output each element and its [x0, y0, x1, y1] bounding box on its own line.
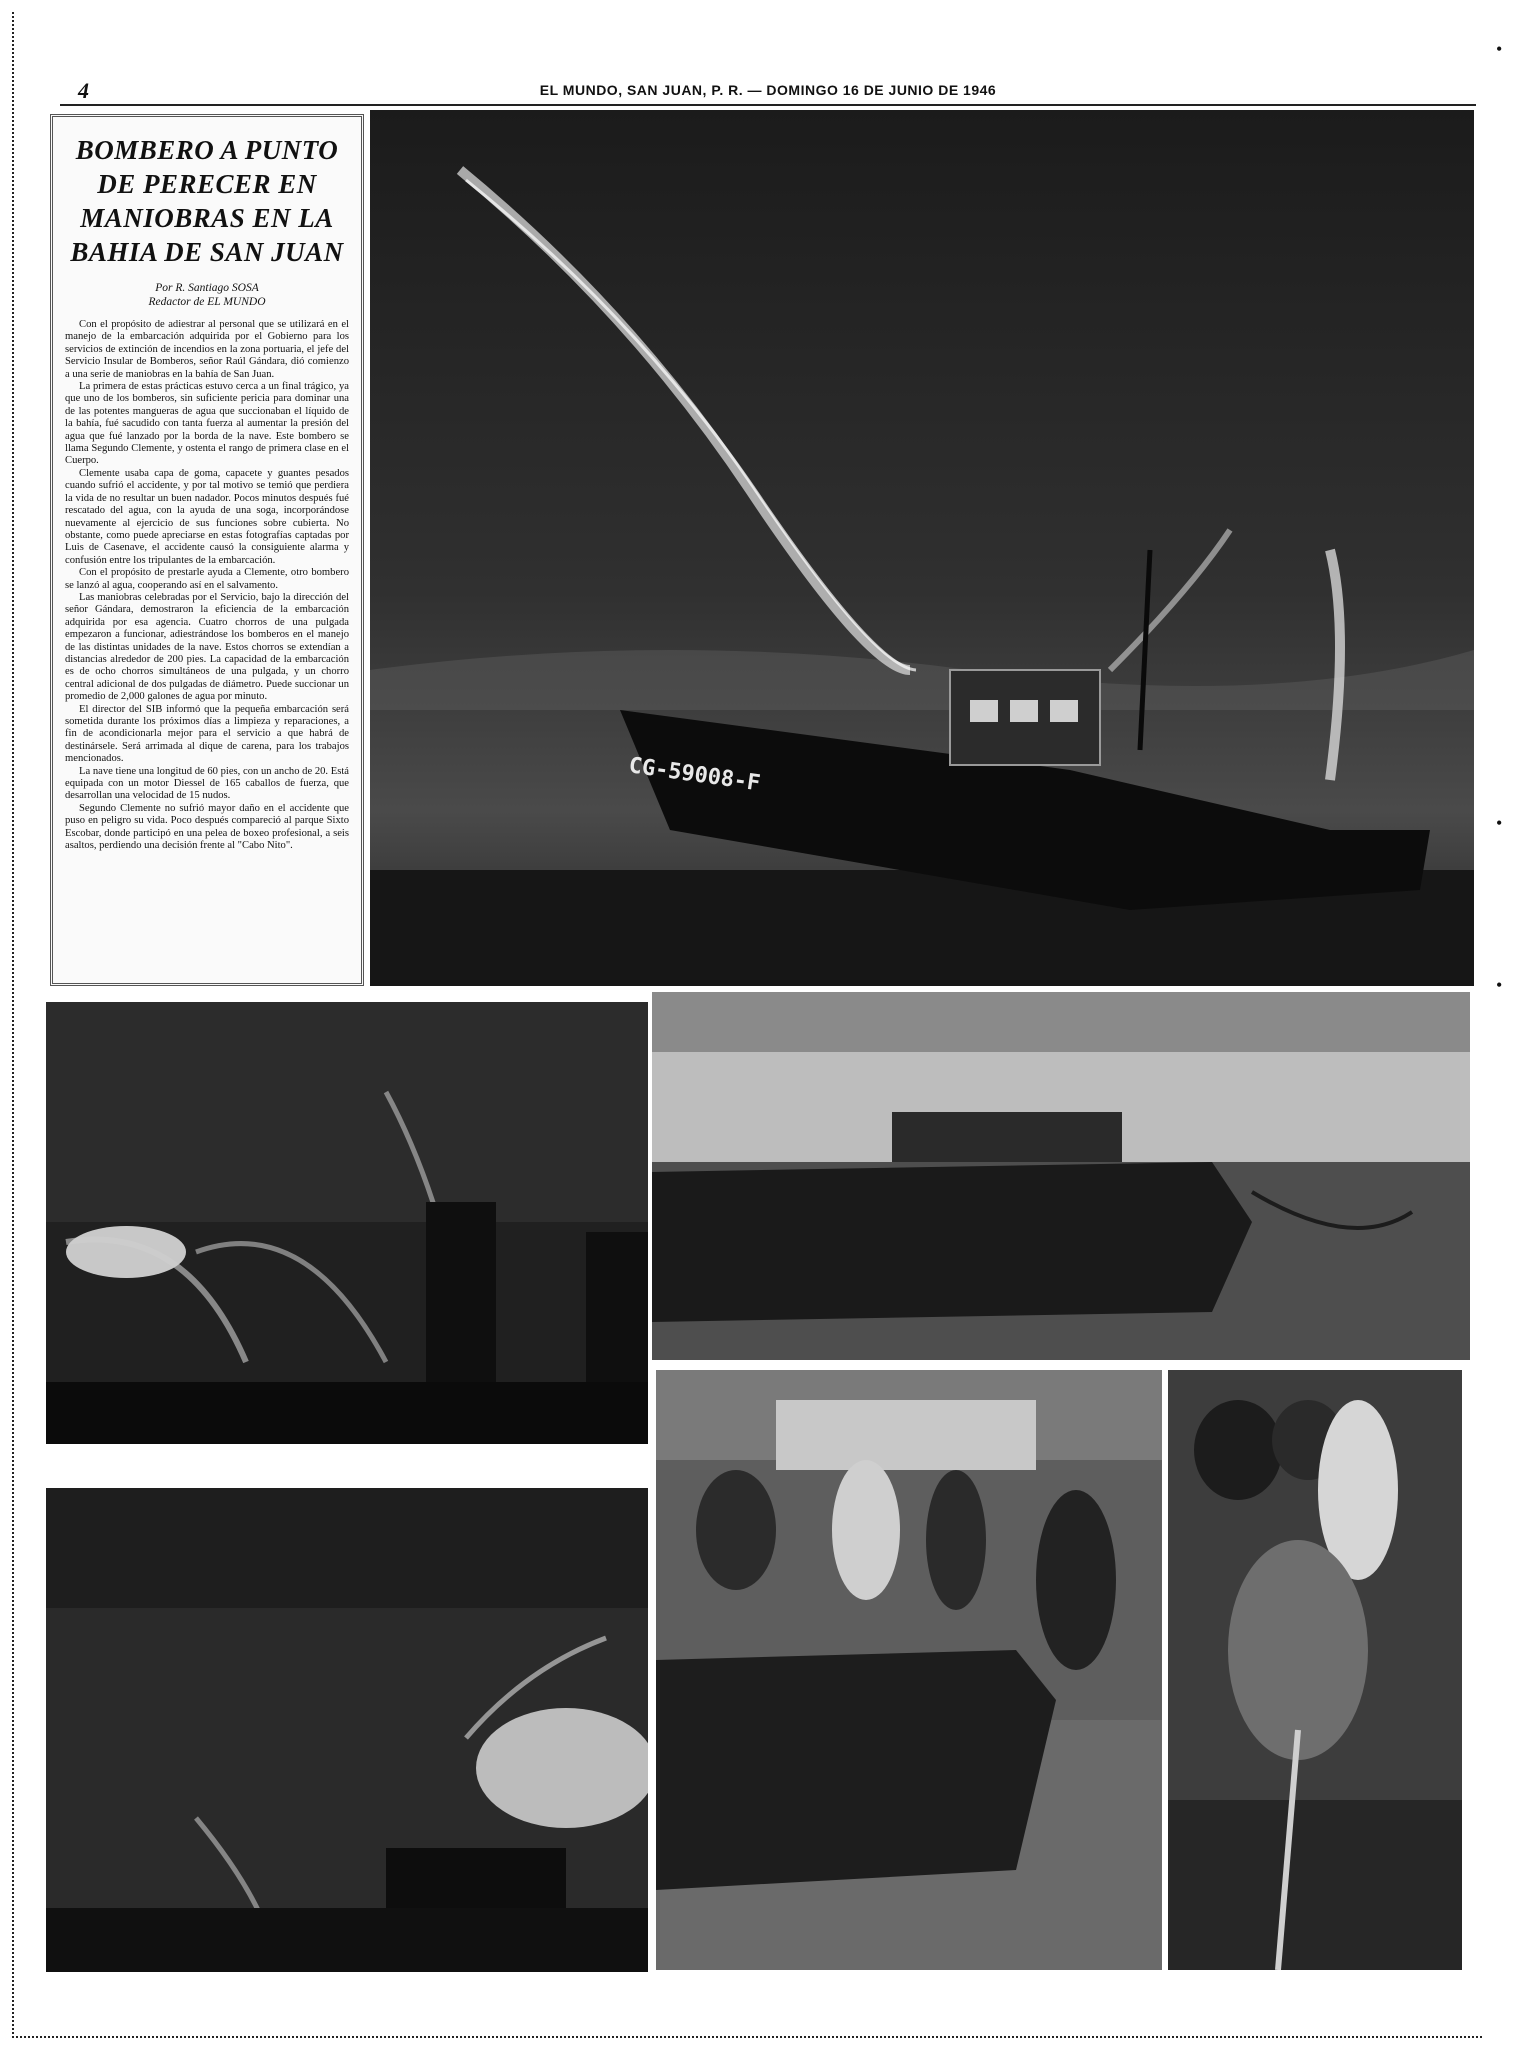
article-paragraph: Segundo Clemente no sufrió mayor daño en el accidente que puso en peligro su vida. Poco después compareció al parque Sixto Escobar, donde participó en una pelea de boxeo profesional, a seis asaltos, perdiendo una decisión frente al "Cabo Nito". — [65, 802, 349, 852]
article-paragraph: La primera de estas prácticas estuvo cerca a un final trágico, ya que uno de los bomberos, sin suficiente pericia para dominar una de las potentes mangueras de agua que succionaban el líquido de la bahía, fué sacudido con tanta fuerza al aumentar la presión del agua que fué lanzado por la borda de la nave. Este bombero se llama Segundo Clemente, y ostenta el rango de primera clase en el Cuerpo. — [65, 381, 349, 467]
article-paragraph: Con el propósito de adiestrar al personal que se utilizará en el manejo de la embarcación adquirida por el Gobierno para los servicios de extinción de incendios en la zona portuaria, el jefe del Servicio Insular de Bomberos, señor Raúl Gándara, dió comienzo a una serie de maniobras en la bahía de San Juan. — [65, 319, 349, 380]
closeup-illustration — [1168, 1370, 1462, 1970]
photo-fireboat-main — [370, 110, 1474, 986]
article-paragraph: Clemente usaba capa de goma, capacete y guantes pesados cuando sufrió el accidente, y por tal motivo se temió que perdiera la vida de no resultar un buen nadador. Pocos minutos después fué rescatado del agua, con la ayuda de una soga, incorporándose nuevamente al ejercicio de sus funciones sobre cubierta. No obstante, como puede apreciarse en estas fotografías captadas por Luis de Casenave, el accidente causó la consiguiente alarma y confusión entre los tripulantes de la embarcación. — [65, 467, 349, 566]
fireboat-illustration — [370, 110, 1474, 986]
header-rule — [60, 104, 1476, 106]
article-paragraph: Con el propósito de prestarle ayuda a Clemente, otro bombero se lanzó al agua, cooperando así en el salvamento. — [65, 567, 349, 591]
photo-rescue — [656, 1370, 1162, 1970]
article-paragraph: Las maniobras celebradas por el Servicio, bajo la dirección del señor Gándara, demostraron la eficiencia de la embarcación adquirida por esa agencia. Cuatro chorros de una pulgada empezaron a funcionar, adiestrándose los bomberos en el manejo de las distintas unidades de la nave. Estos chorros se extendían a distancias alrededor de 200 pies. La capacidad de la embarcación es de ocho chorros simultáneos de una pulgada, y un chorro central adicional de dos pulgadas de diámetro. Puede succionar un promedio de 2,000 galones de agua por minuto. — [65, 591, 349, 703]
skyline-jets-illustration — [46, 1002, 648, 1444]
article-body — [65, 319, 349, 852]
jets-sea-illustration — [46, 1488, 648, 1972]
article-paragraph: El director del SIB informó que la pequeña embarcación será sometida durante los próximos días a limpieza y reparaciones, a fin de acondicionarla mejor para el servicio a que habrá de destinársele. Será arrimada al dique de carena, para los trabajos mencionados. — [65, 703, 349, 765]
rescue-illustration — [656, 1370, 1162, 1970]
article-column — [50, 114, 364, 986]
margin-dots: • • • — [1496, 39, 1503, 995]
byline-author: Por R. Santiago SOSA — [155, 282, 259, 294]
boat-pier-illustration — [652, 992, 1470, 1360]
photo-jets-sea — [46, 1488, 648, 1972]
headline-line: BOMBERO A PUNTO — [75, 135, 339, 165]
byline-role: Redactor de EL MUNDO — [148, 296, 266, 308]
hull-marking: CG-59008-F — [627, 753, 762, 797]
page-number: 4 — [78, 78, 89, 103]
dateline: EL MUNDO, SAN JUAN, P. R. — DOMINGO 16 DE JUNIO DE 1946 — [539, 82, 997, 98]
headline — [65, 133, 349, 269]
byline — [65, 281, 349, 309]
page-header — [60, 78, 1476, 103]
photo-closeup — [1168, 1370, 1462, 1970]
article-paragraph: La nave tiene una longitud de 60 pies, con un ancho de 20. Está equipada con un motor Diessel de 165 caballos de fuerza, que desarrollan una velocidad de 15 nudos. — [65, 765, 349, 802]
photo-boat-pier — [652, 992, 1470, 1360]
headline-line: BAHIA DE SAN JUAN — [70, 237, 344, 267]
headline-line: DE PERECER EN — [97, 169, 317, 199]
headline-line: MANIOBRAS EN LA — [80, 203, 334, 233]
photo-skyline-jets — [46, 1002, 648, 1444]
